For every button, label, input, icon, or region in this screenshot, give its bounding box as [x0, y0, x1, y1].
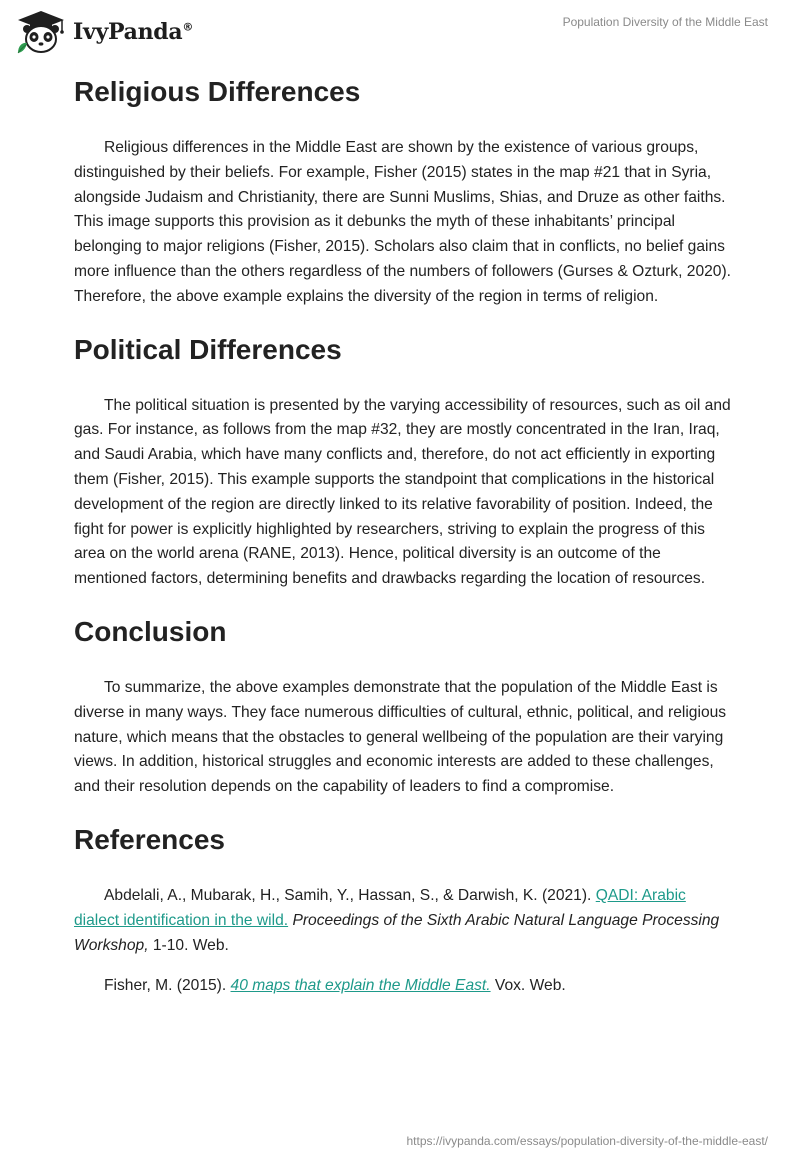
- reference-authors: Abdelali, A., Mubarak, H., Samih, Y., Hassan, S., & Darwish, K. (2021).: [104, 886, 596, 904]
- document-title: Population Diversity of the Middle East: [562, 15, 768, 29]
- reference-tail: Vox. Web.: [490, 977, 566, 995]
- heading-political-differences: Political Differences: [74, 333, 342, 365]
- essay-body: [74, 72, 734, 999]
- brand-name: IvyPanda®: [73, 19, 194, 45]
- registered-mark: ®: [182, 20, 194, 34]
- paragraph-religious-differences: Religious differences in the Middle East are shown by the existence of various groups, distinguished by their beliefs. For example, Fisher (2015) states in the map #21 that in Syria, alongside Judaism and Christianity, there are Sunni Muslims, Shias, and Druze as other faiths. This image supports this provision as it debunks the myth of these inhabitants’ principal belonging to major religions (Fisher, 2015). Scholars also claim that in conflicts, no belief gains more influence than the others regardless of the numbers of followers (Gurses & Ozturk, 2020). Therefore, the above example explains the diversity of the region in terms of religion.: [74, 139, 731, 305]
- source-url[interactable]: https://ivypanda.com/essays/population-diversity-of-the-middle-east/: [406, 1134, 768, 1148]
- ivypanda-logo[interactable]: [14, 9, 193, 55]
- heading-references: References: [74, 823, 225, 855]
- reference-source: Proceedings of the Sixth Arabic Natural Language Processing Workshop,: [74, 911, 720, 954]
- section-religious-differences: [74, 72, 734, 310]
- paragraph-political-differences: The political situation is presented by the varying accessibility of resources, such as oil and gas. For instance, as follows from the map #32, they are mostly concentrated in the Iran, Iraq, and Saudi Arabia, which have many conflicts and, therefore, do not act efficiently in exporting them (Fisher, 2015). This example supports the standpoint that complications in the historical development of the region are directly linked to its relative favorability of position. Indeed, the fight for power is explicitly highlighted by researchers, striving to explain the progress of this area on the world arena (RANE, 2013). Hence, political diversity is an outcome of the mentioned factors, determining benefits and drawbacks regarding the location of resources.: [74, 396, 731, 588]
- panda-mascot-icon: [14, 9, 68, 55]
- reference-link-40-maps[interactable]: 40 maps that explain the Middle East.: [230, 977, 491, 995]
- heading-religious-differences: Religious Differences: [74, 76, 361, 107]
- reference-item: [74, 974, 734, 999]
- section-conclusion: [74, 612, 734, 800]
- section-political-differences: [74, 330, 734, 592]
- reference-item: [74, 884, 734, 958]
- section-references: [74, 820, 734, 999]
- heading-conclusion: Conclusion: [74, 615, 227, 647]
- reference-tail: 1-10. Web.: [148, 936, 229, 954]
- reference-authors: Fisher, M. (2015).: [104, 977, 231, 995]
- reference-link-qadi[interactable]: QADI: Arabic dialect identification in the wild.: [74, 886, 686, 929]
- page-header: [0, 0, 800, 70]
- paragraph-conclusion: To summarize, the above examples demonstrate that the population of the Middle East is diverse in many ways. They face numerous difficulties of cultural, ethnic, political, and religious nature, which means that the obstacles to general wellbeing of the population are their varying views. In addition, historical struggles and economic interests are added to these challenges, and their resolution depends on the capability of leaders to find a compromise.: [74, 678, 727, 796]
